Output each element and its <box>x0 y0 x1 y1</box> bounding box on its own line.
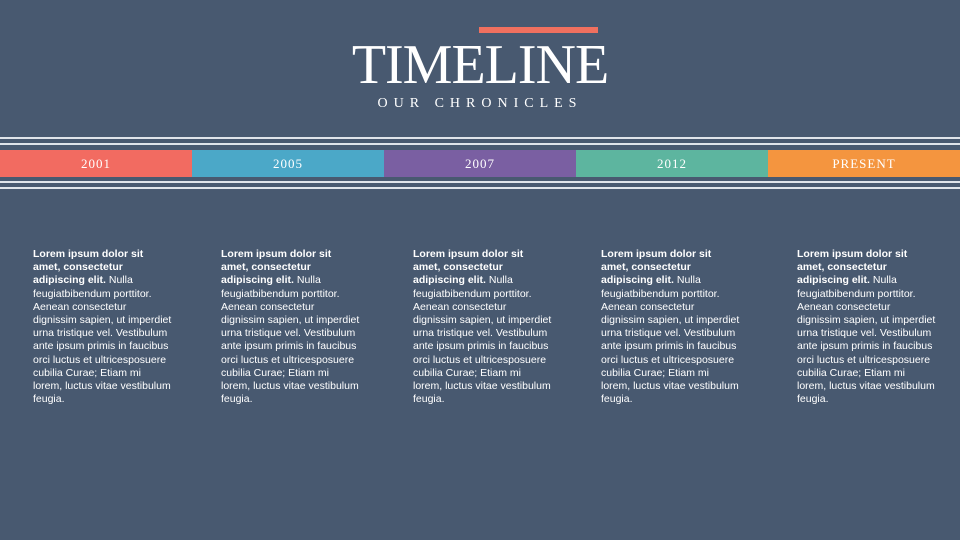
timeline-band <box>0 150 960 177</box>
timeline-description <box>33 248 173 406</box>
description-body: Nulla feugiatbibendum porttitor. Aenean consectetur dignissim sapien, ut imperdiet urna tristique vel. Vestibulum ante ipsum primis in faucibus orci luctus et ultricesposuere cubilia Curae; Etiam mi lorem, luctus vitae vestibulum feugia. <box>797 274 936 406</box>
page-subtitle: OUR CHRONICLES <box>377 96 583 111</box>
timeline-year-present: PRESENT <box>768 150 960 177</box>
description-lead: Lorem ipsum dolor sit amet, consectetur adipiscing elit. <box>33 248 144 287</box>
divider-bottom-1 <box>0 181 960 183</box>
description-body: Nulla feugiatbibendum porttitor. Aenean consectetur dignissim sapien, ut imperdiet urna tristique vel. Vestibulum ante ipsum primis in faucibus orci luctus et ultricesposuere cubilia Curae; Etiam mi lorem, luctus vitae vestibulum feugia. <box>221 274 360 406</box>
description-lead: Lorem ipsum dolor sit amet, consectetur adipiscing elit. <box>413 248 524 287</box>
timeline-description <box>413 248 553 406</box>
timeline-year-2007: 2007 <box>384 150 576 177</box>
title-accent-bar <box>479 27 598 33</box>
divider-top-2 <box>0 143 960 145</box>
timeline-year-2005: 2005 <box>192 150 384 177</box>
description-body: Nulla feugiatbibendum porttitor. Aenean consectetur dignissim sapien, ut imperdiet urna tristique vel. Vestibulum ante ipsum primis in faucibus orci luctus et ultricesposuere cubilia Curae; Etiam mi lorem, luctus vitae vestibulum feugia. <box>601 274 740 406</box>
divider-bottom-2 <box>0 187 960 189</box>
description-body: Nulla feugiatbibendum porttitor. Aenean consectetur dignissim sapien, ut imperdiet urna tristique vel. Vestibulum ante ipsum primis in faucibus orci luctus et ultricesposuere cubilia Curae; Etiam mi lorem, luctus vitae vestibulum feugia. <box>413 274 552 406</box>
timeline-description <box>221 248 361 406</box>
timeline-description <box>601 248 741 406</box>
timeline-description <box>797 248 937 406</box>
description-lead: Lorem ipsum dolor sit amet, consectetur adipiscing elit. <box>797 248 908 287</box>
description-lead: Lorem ipsum dolor sit amet, consectetur adipiscing elit. <box>601 248 712 287</box>
description-lead: Lorem ipsum dolor sit amet, consectetur adipiscing elit. <box>221 248 332 287</box>
page-title: TIMELINE <box>351 34 609 96</box>
divider-top-1 <box>0 137 960 139</box>
timeline-year-2012: 2012 <box>576 150 768 177</box>
description-body: Nulla feugiatbibendum porttitor. Aenean consectetur dignissim sapien, ut imperdiet urna tristique vel. Vestibulum ante ipsum primis in faucibus orci luctus et ultricesposuere cubilia Curae; Etiam mi lorem, luctus vitae vestibulum feugia. <box>33 274 172 406</box>
timeline-year-2001: 2001 <box>0 150 192 177</box>
